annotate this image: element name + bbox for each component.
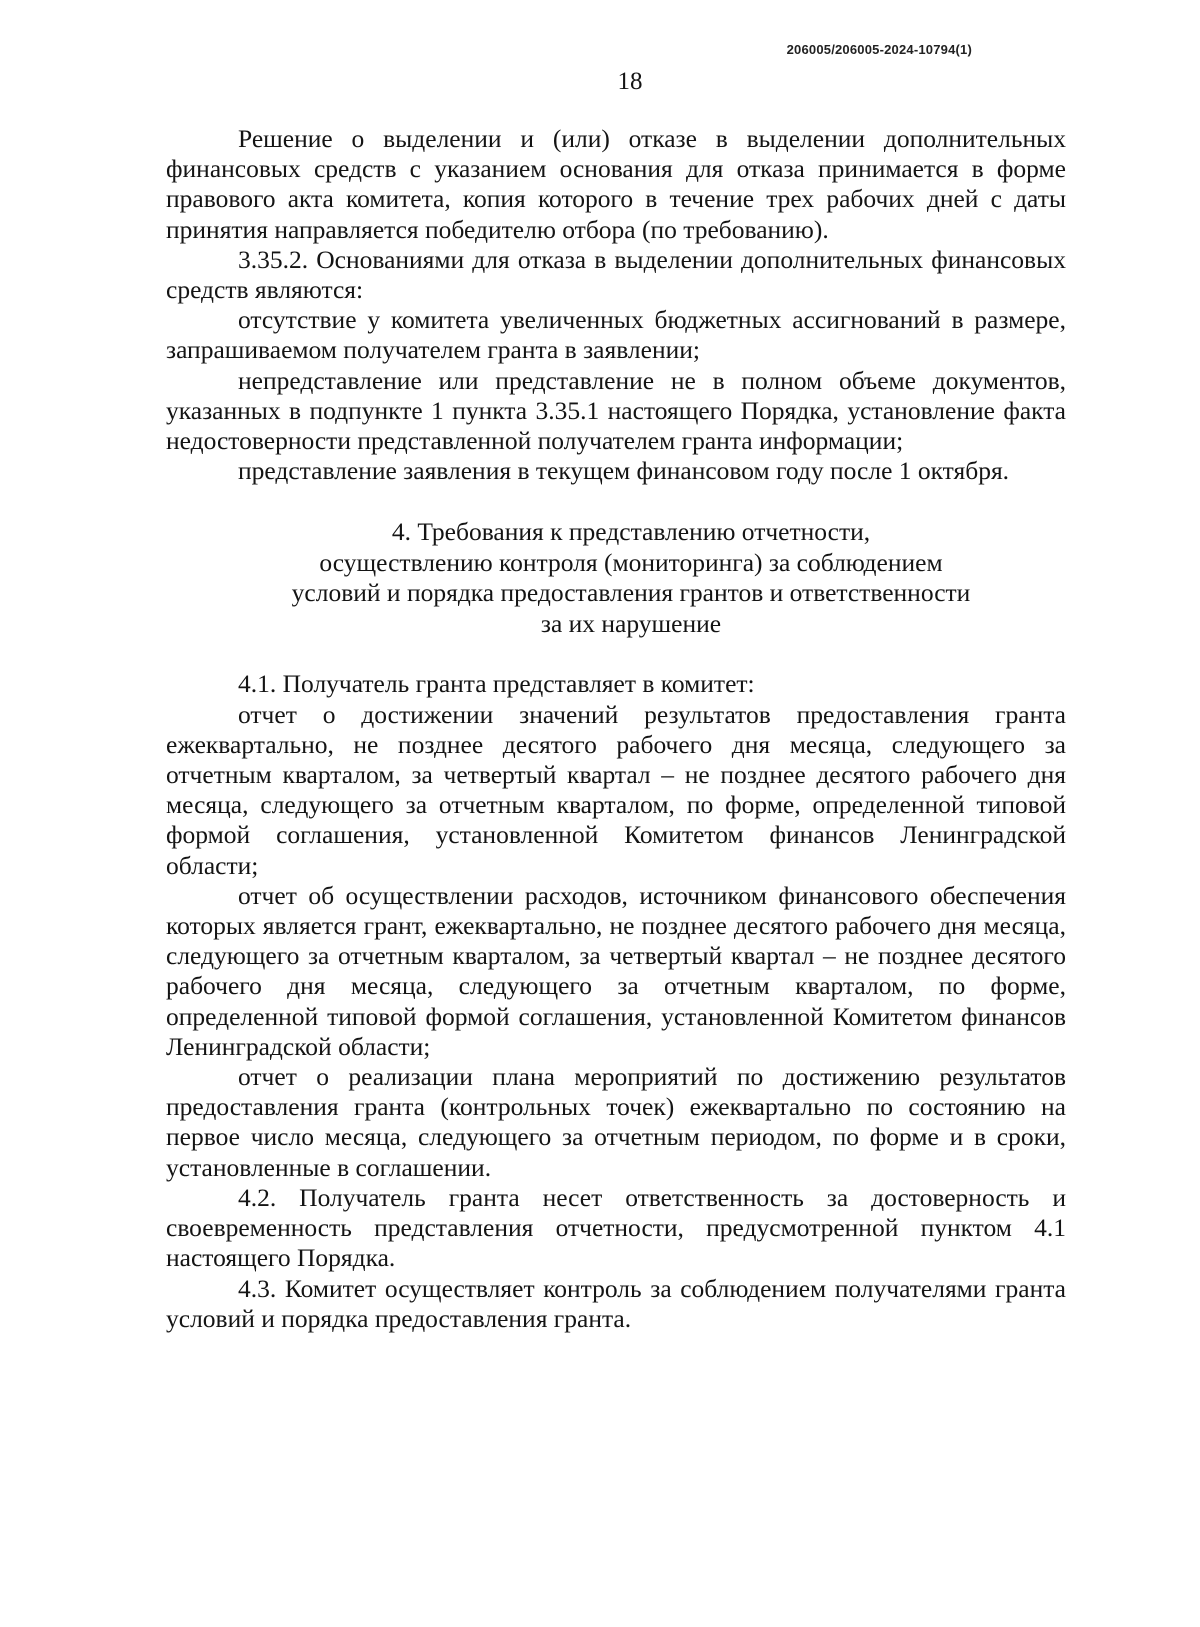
section-heading-line: условий и порядка предоставления грантов и ответственности bbox=[291, 578, 971, 608]
section-heading-line: 4. Требования к представлению отчетности, bbox=[391, 517, 871, 547]
section-heading-line: осуществлению контроля (мониторинга) за соблюдением bbox=[319, 547, 943, 577]
paragraph-results-report: отчет о достижении значений результатов предоставления гранта ежеквартально, не позднее десятого рабочего дня месяца, следующего за отчетным кварталом, за четвертый квартал – не позднее десятого рабочего дня месяца, следующего за отчетным кварталом, по форме, определенной типовой формой соглашения, установленной Комитетом финансов Ленинградской области; bbox=[166, 699, 1066, 880]
paragraph-incomplete-docs: непредставление или представление не в полном объеме документов, указанных в подпункте 1 пункта 3.35.1 настоящего Порядка, установление факта недостоверности представленной получателем гранта информации; bbox=[166, 365, 1066, 456]
paragraph-expenses-report: отчет об осуществлении расходов, источником финансового обеспечения которых является грант, ежеквартально, не позднее десятого рабочего дня месяца, следующего за отчетным кварталом, за четвертый квартал – не позднее десятого рабочего дня месяца, следующего за отчетным кварталом, по форме, определенной типовой формой соглашения, установленной Комитетом финансов Ленинградской области; bbox=[166, 880, 1066, 1061]
section-heading-line: за их нарушение bbox=[540, 608, 722, 638]
paragraph-late-application: представление заявления в текущем финансовом году после 1 октября. bbox=[238, 456, 1010, 486]
paragraph-no-budget: отсутствие у комитета увеличенных бюджетных ассигнований в размере, запрашиваемом получателем гранта в заявлении; bbox=[166, 305, 1066, 365]
paragraph-4-3: 4.3. Комитет осуществляет контроль за соблюдением получателями гранта условий и порядка предоставления гранта. bbox=[166, 1273, 1066, 1333]
paragraph-3-35-2: 3.35.2. Основаниями для отказа в выделении дополнительных финансовых средств являются: bbox=[166, 244, 1066, 305]
section-heading bbox=[166, 517, 1066, 639]
paragraph-decision: Решение о выделении и (или) отказе в выделении дополнительных финансовых средств с указанием основания для отказа принимается в форме правового акта комитета, копия которого в течение трех рабочих дней с даты принятия направляется победителю отбора (по требованию). bbox=[166, 124, 1066, 244]
document-body bbox=[166, 124, 1066, 1334]
page-number: 18 bbox=[617, 68, 643, 95]
document-id: 206005/206005-2024-10794(1) bbox=[786, 42, 972, 57]
paragraph-4-2: 4.2. Получатель гранта несет ответственность за достоверность и своевременность представления отчетности, предусмотренной пунктом 4.1 настоящего Порядка. bbox=[166, 1182, 1066, 1273]
paragraph-plan-report: отчет о реализации плана мероприятий по достижению результатов предоставления гранта (контрольных точек) ежеквартально по состоянию на первое число месяца, следующего за отчетным периодом, по форме и в сроки, установленные в соглашении. bbox=[166, 1062, 1066, 1182]
paragraph-4-1: 4.1. Получатель гранта представляет в комитет: bbox=[238, 669, 755, 699]
